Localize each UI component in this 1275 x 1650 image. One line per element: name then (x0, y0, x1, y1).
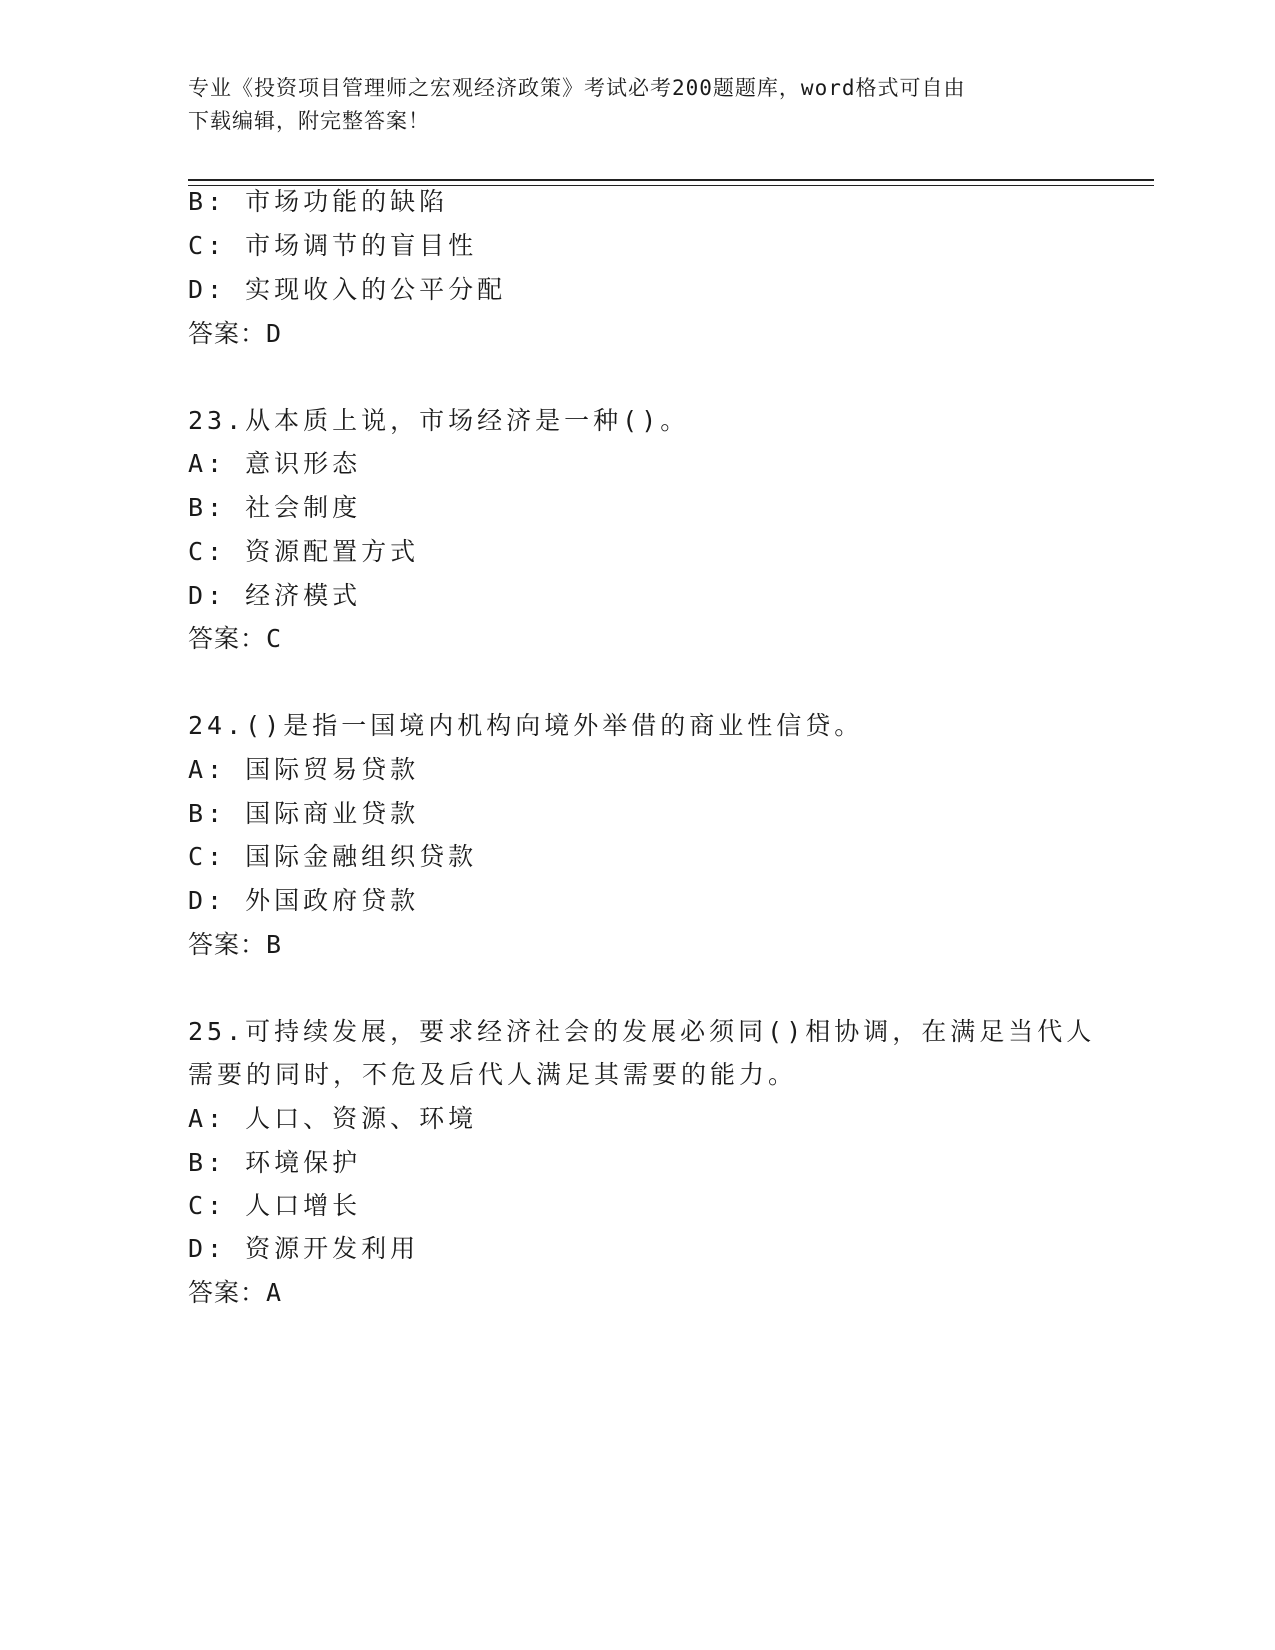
q25-answer: 答案：A (188, 1278, 283, 1307)
q23-stem: 23.从本质上说，市场经济是一种()。 (188, 406, 690, 435)
q24-option-b: B: 国际商业贷款 (188, 799, 420, 828)
q25-stem-line-1: 25.可持续发展，要求经济社会的发展必须同()相协调，在满足当代人 (188, 1017, 1096, 1046)
q22-option-d: D: 实现收入的公平分配 (188, 275, 507, 304)
q25-option-a: A: 人口、资源、环境 (188, 1104, 478, 1133)
q22-option-c: C: 市场调节的盲目性 (188, 231, 478, 260)
q25-option-c: C: 人口增长 (188, 1191, 362, 1220)
q23-option-a: A: 意识形态 (188, 449, 362, 478)
q23-option-b: B: 社会制度 (188, 493, 362, 522)
q24-option-a: A: 国际贸易贷款 (188, 755, 420, 784)
q22-option-b: B: 市场功能的缺陷 (188, 187, 449, 216)
q25-option-d: D: 资源开发利用 (188, 1234, 420, 1263)
q24-stem: 24.()是指一国境内机构向境外举借的商业性信贷。 (188, 711, 864, 740)
header-line-2: 下载编辑，附完整答案！ (188, 109, 430, 133)
q23-option-c: C: 资源配置方式 (188, 537, 420, 566)
header-line-1: 专业《投资项目管理师之宏观经济政策》考试必考200题题库，word格式可自由 (188, 76, 966, 100)
q22-answer: 答案：D (188, 319, 283, 348)
q24-option-c: C: 国际金融组织贷款 (188, 842, 478, 871)
q23-answer: 答案：C (188, 624, 283, 653)
header-divider (188, 179, 1154, 186)
q25-option-b: B: 环境保护 (188, 1148, 362, 1177)
q24-answer: 答案：B (188, 930, 283, 959)
q23-option-d: D: 经济模式 (188, 581, 362, 610)
q25-stem-line-2: 需要的同时，不危及后代人满足其需要的能力。 (188, 1060, 798, 1089)
q24-option-d: D: 外国政府贷款 (188, 886, 420, 915)
document-header (188, 72, 1068, 138)
